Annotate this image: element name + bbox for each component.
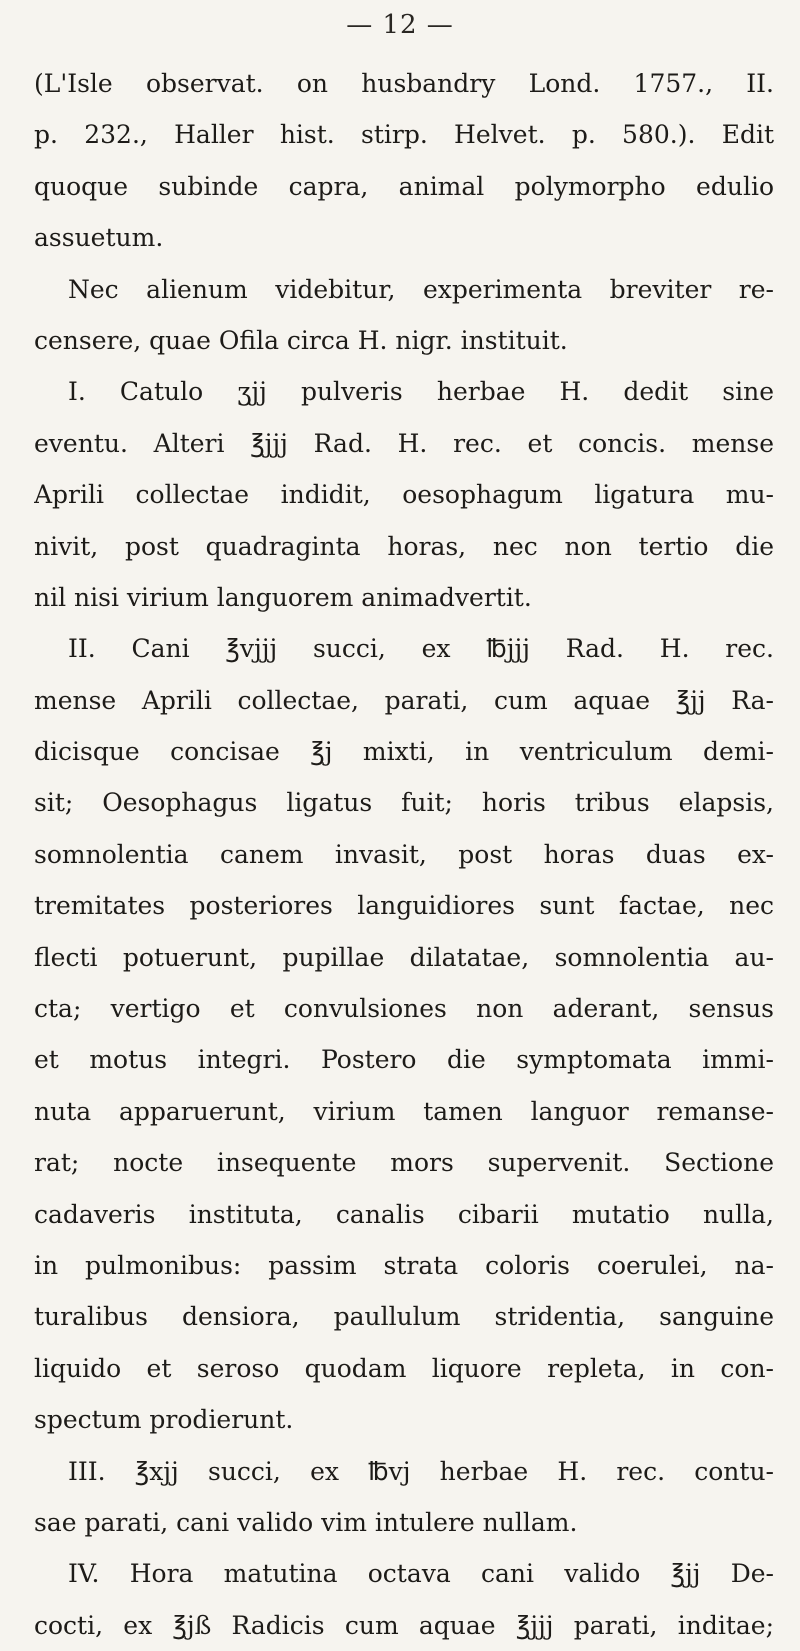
page-number: — 12 — xyxy=(346,10,454,40)
text-line: I. Catulo ʒjj pulveris herbae H. dedit sine xyxy=(68,377,774,407)
text-line: IV. Hora matutina octava cani valido ℥jj De- xyxy=(68,1559,774,1589)
text-line: III. ℥xjj succi, ex ℔vj herbae H. rec. contu- xyxy=(68,1456,774,1486)
text-line: II. Cani ℥vjjj succi, ex ℔jjj Rad. H. rec. xyxy=(68,634,774,664)
text-line: nil nisi virium languorem animadvertit. xyxy=(34,582,532,612)
text-line: rat; nocte insequente mors supervenit. Sectione xyxy=(34,1148,774,1178)
text-line: turalibus densiora, paullulum stridentia, sanguine xyxy=(34,1302,774,1332)
text-line: nuta apparuerunt, virium tamen languor remanse- xyxy=(34,1096,774,1126)
text-line: liquido et seroso quodam liquore repleta, in con- xyxy=(34,1353,774,1383)
text-line: spectum prodierunt. xyxy=(34,1405,294,1435)
text-line: mense Aprili collectae, parati, cum aquae ℥jj Ra- xyxy=(34,685,774,715)
text-line: et motus integri. Postero die symptomata immi- xyxy=(34,1045,774,1075)
text-line: eventu. Alteri ℥jjj Rad. H. rec. et concis. mense xyxy=(34,428,774,458)
body-text xyxy=(34,58,774,1651)
text-line: Nec alienum videbitur, experimenta breviter re- xyxy=(68,274,774,304)
text-line: dicisque concisae ℥j mixti, in ventriculum demi- xyxy=(34,737,774,767)
text-line: sit; Oesophagus ligatus fuit; horis tribus elapsis, xyxy=(34,788,774,818)
text-line: quoque subinde capra, animal polymorpho edulio xyxy=(34,171,774,201)
text-line: flecti potuerunt, pupillae dilatatae, somnolentia au- xyxy=(34,942,774,972)
text-line: cocti, ex ℥jß Radicis cum aquae ℥jjj parati, inditae; xyxy=(34,1610,774,1640)
text-line: tremitates posteriores languidiores sunt factae, nec xyxy=(34,891,774,921)
text-line: censere, quae Ofila circa H. nigr. instituit. xyxy=(34,325,568,355)
text-line: (L'Isle observat. on husbandry Lond. 1757., II. xyxy=(34,69,774,98)
text-line: nivit, post quadraginta horas, nec non tertio die xyxy=(34,531,774,561)
text-line: somnolentia canem invasit, post horas duas ex- xyxy=(34,839,774,869)
text-line: p. 232., Haller hist. stirp. Helvet. p. 580.). Edit xyxy=(34,120,774,150)
text-line: cta; vertigo et convulsiones non aderant, sensus xyxy=(34,994,774,1024)
text-line: in pulmonibus: passim strata coloris coerulei, na- xyxy=(34,1250,774,1280)
text-line: assuetum. xyxy=(34,223,164,253)
text-line: Aprili collectae indidit, oesophagum ligatura mu- xyxy=(34,480,774,510)
text-line: sae parati, cani valido vim intulere nullam. xyxy=(34,1507,578,1537)
text-line: cadaveris instituta, canalis cibarii mutatio nulla, xyxy=(34,1199,774,1229)
